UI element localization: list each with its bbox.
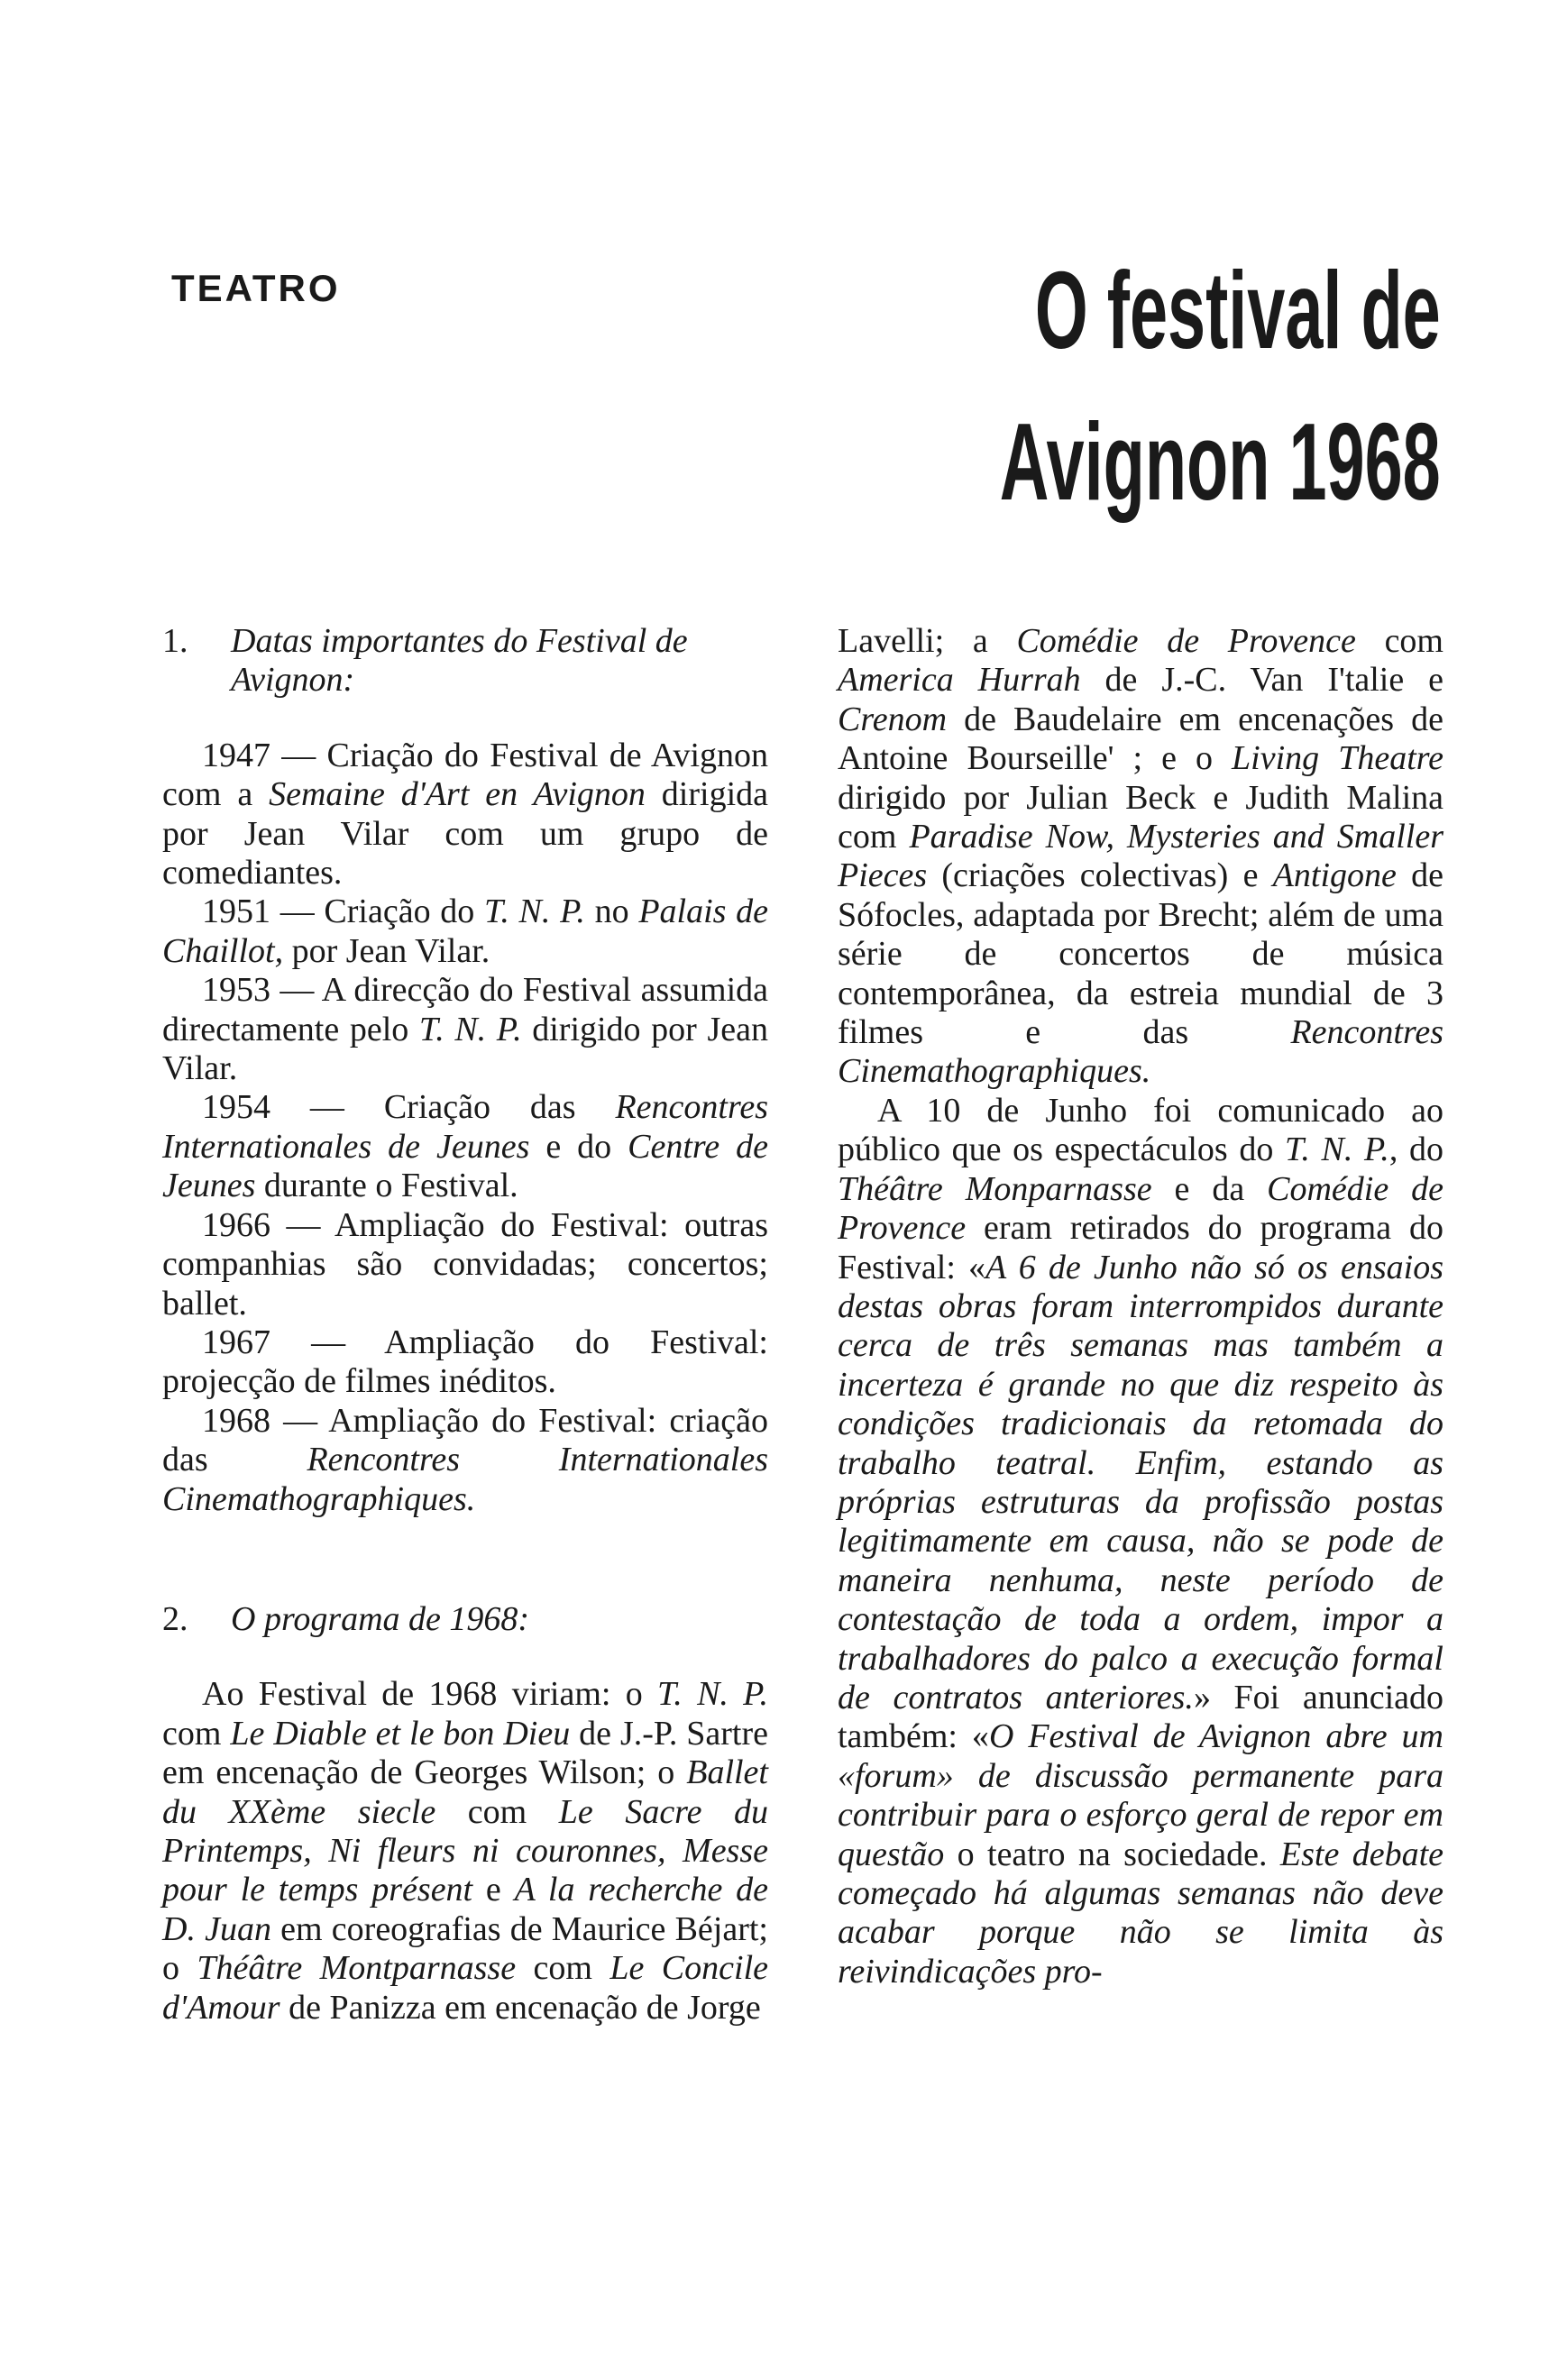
timeline-entry-1966: 1966 — Ampliação do Festival: outras companhias são convidadas; concertos; ballet. xyxy=(162,1205,768,1323)
timeline-entry-1951: 1951 — Criação do T. N. P. no Palais de Chaillot, por Jean Vilar. xyxy=(162,892,769,970)
left-column xyxy=(162,622,768,2028)
section-number: 2. xyxy=(162,1599,188,1638)
timeline-entry-1968: 1968 — Ampliação do Festival: criação das Rencontres Internationales Cinemathographiques. xyxy=(162,1401,769,1518)
announcement-paragraph: A 10 de Junho foi comunicado ao público que os espectáculos do T. N. P., do Théâtre Monparnasse e da Comédie de Provence eram retirados do programa do Festival: «A 6 de Junho não só os ensaios destas obras foram interrompidos durante cerca de três semanas mas também a incerteza é grande no que diz respeito às condições tradicionais da retomada do trabalho teatral. Enfim, estando as próprias estruturas da profissão postas legitimamente em causa, não se pode de maneira nenhuma, neste período de contestação de toda a ordem, impor a trabalhadores do palco a execução formal de contratos anteriores.» Foi anunciado também: «O Festival de Avignon abre um «forum» de discussão permanente para contribuir para o esforço geral de repor em questão o teatro na sociedade. Este debate começado há algumas semanas não deve acabar porque não se limita às reivindicações pro- xyxy=(838,1091,1444,1991)
section-number: 1. xyxy=(162,622,188,660)
timeline-entry-1967: 1967 — Ampliação do Festival: projecção de filmes inéditos. xyxy=(162,1323,768,1401)
section-2-heading xyxy=(162,1600,768,1639)
right-column xyxy=(838,622,1443,1991)
section-1-heading xyxy=(162,622,768,700)
section-heading-text: O programa de 1968: xyxy=(231,1599,530,1638)
timeline-entry-1954: 1954 — Criação das Rencontres Internationales de Jeunes e do Centre de Jeunes durante o Festival. xyxy=(162,1088,768,1205)
timeline-entry-1953: 1953 — A direcção do Festival assumida directamente pelo T. N. P. dirigido por Jean Vilar. xyxy=(162,971,768,1088)
title-line-2: Avignon 1968 xyxy=(999,400,1441,523)
article-title xyxy=(1000,234,1441,537)
continuation-paragraph: Lavelli; a Comédie de Provence com America Hurrah de J.-C. Van I'talie e Crenom de Baudelaire em encenações de Antoine Bourseille' ; e o Living Theatre dirigido por Julian Beck e Judith Malina com Paradise Now, Mysteries and Smaller Pieces (criações colectivas) e Antigone de Sófocles, adaptada por Brecht; além de uma série de concertos de música contemporânea, da estreia mundial de 3 filmes e das Rencontres Cinemathographiques. xyxy=(838,622,1443,1091)
timeline-entry-1947: 1947 — Criação do Festival de Avignon com a Semaine d'Art en Avignon dirigida por Jean Vilar com um grupo de comediantes. xyxy=(162,736,768,892)
programme-paragraph: Ao Festival de 1968 viriam: o T. N. P. com Le Diable et le bon Dieu de J.-P. Sartre em encenação de Georges Wilson; o Ballet du XXème siecle com Le Sacre du Printemps, Ni fleurs ni couronnes, Messe pour le temps présent e A la recherche de D. Juan em coreografias de Maurice Béjart; o Théâtre Montparnasse com Le Concile d'Amour de Panizza em encenação de Jorge xyxy=(162,1675,768,2027)
section-label: TEATRO xyxy=(171,267,341,309)
title-line-1: O festival de xyxy=(1035,249,1441,371)
section-heading-text: Datas importantes do Festival de Avignon: xyxy=(231,622,688,700)
